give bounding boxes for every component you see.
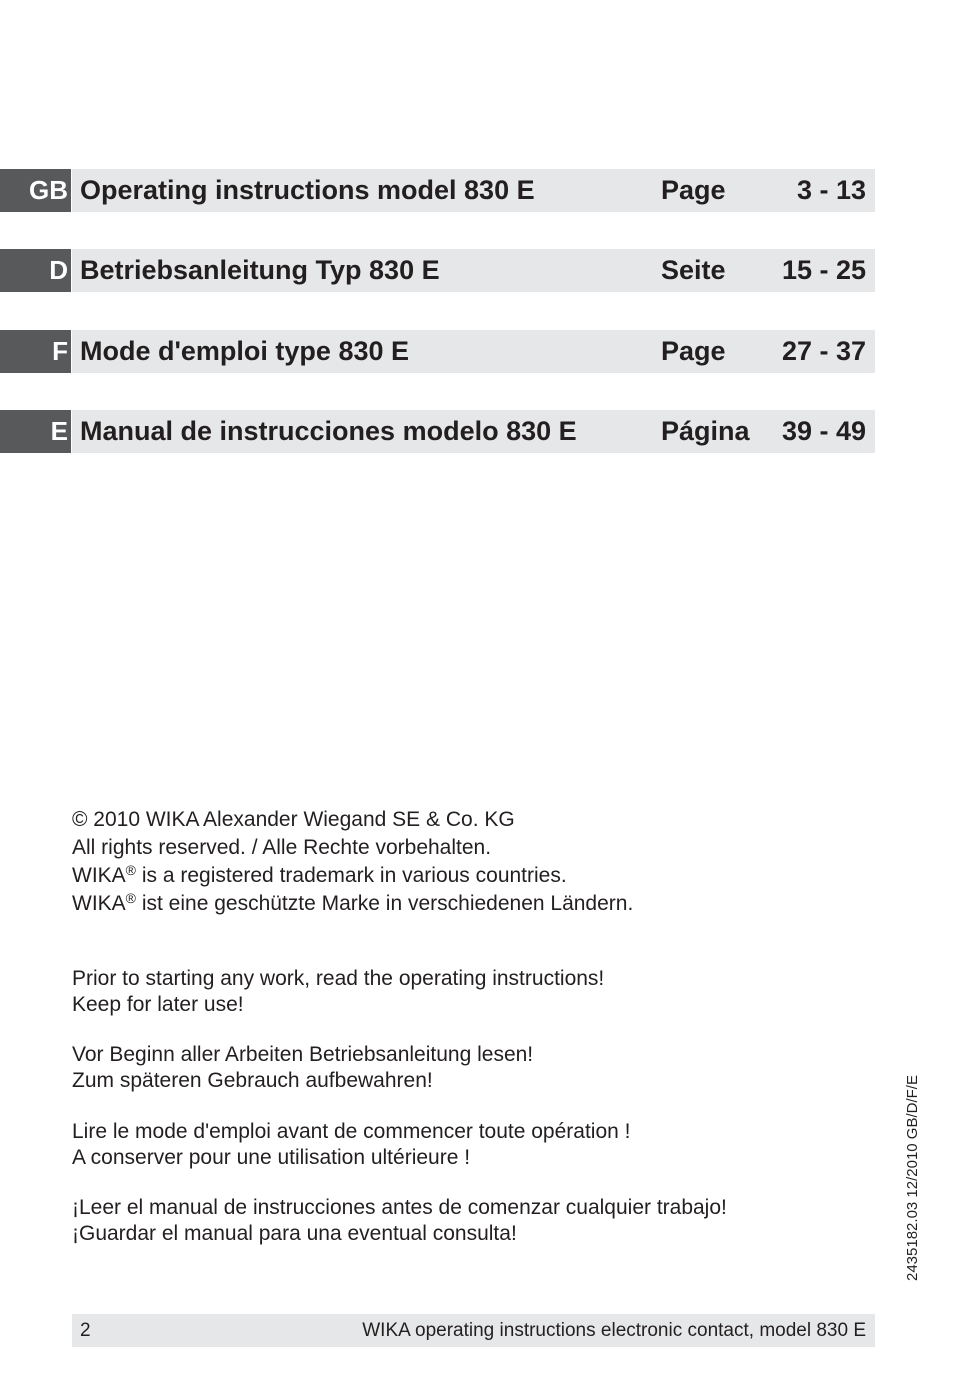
copyright-line: © 2010 WIKA Alexander Wiegand SE & Co. KG	[72, 808, 515, 831]
registered-mark: ®	[125, 890, 136, 906]
toc-title: Betriebsanleitung Typ 830 E	[80, 255, 440, 285]
toc-band	[72, 249, 875, 292]
notice-en	[72, 966, 604, 1018]
toc-band	[72, 330, 875, 373]
toc-band	[72, 169, 875, 212]
toc-page-range: 39 - 49	[781, 416, 866, 446]
trademark-text: ist eine geschützte Marke in verschiedenen Ländern.	[136, 892, 634, 915]
notice-line: ¡Guardar el manual para una eventual consulta!	[72, 1222, 517, 1245]
trademark-line-en	[72, 862, 633, 890]
toc-band	[72, 410, 875, 453]
notice-line: Keep for later use!	[72, 993, 244, 1016]
toc-title: Operating instructions model 830 E	[80, 175, 535, 205]
notice-line: A conserver pour une utilisation ultérieure !	[72, 1146, 471, 1169]
language-code-gb: GB	[0, 169, 71, 212]
toc-row-f	[0, 330, 875, 373]
language-code-f: F	[0, 330, 71, 373]
notice-line: Zum späteren Gebrauch aufbewahren!	[72, 1069, 433, 1092]
page-footer	[72, 1314, 875, 1347]
notice-es	[72, 1195, 727, 1247]
toc-page-label: Page	[661, 175, 726, 205]
toc-page-range: 15 - 25	[781, 255, 866, 285]
brand-name: WIKA	[72, 892, 126, 915]
notice-line: Lire le mode d'emploi avant de commencer toute opération !	[72, 1120, 631, 1143]
notice-line: Prior to starting any work, read the operating instructions!	[72, 967, 605, 990]
footer-title: WIKA operating instructions electronic contact, model 830 E	[362, 1320, 866, 1341]
registered-mark: ®	[125, 862, 136, 878]
toc-page-range: 27 - 37	[781, 336, 866, 366]
notice-de	[72, 1042, 533, 1094]
language-code-d: D	[0, 249, 71, 292]
toc-title: Manual de instrucciones modelo 830 E	[80, 416, 577, 446]
toc-page-label: Page	[661, 336, 726, 366]
copyright-block	[72, 806, 633, 918]
trademark-text: is a registered trademark in various countries.	[136, 864, 567, 887]
trademark-line-de	[72, 890, 633, 918]
page-number: 2	[80, 1320, 91, 1341]
language-code-e: E	[0, 410, 71, 453]
notice-line: Vor Beginn aller Arbeiten Betriebsanleitung lesen!	[72, 1043, 534, 1066]
toc-row-e	[0, 410, 875, 453]
notice-line: ¡Leer el manual de instrucciones antes de comenzar cualquier trabajo!	[72, 1196, 727, 1219]
toc-row-d	[0, 249, 875, 292]
toc-row-gb	[0, 169, 875, 212]
toc-page-label: Seite	[661, 255, 726, 285]
notice-fr	[72, 1119, 631, 1171]
rights-line: All rights reserved. / Alle Rechte vorbehalten.	[72, 836, 492, 859]
toc-page-label: Página	[661, 416, 750, 446]
toc-page-range: 3 - 13	[796, 175, 866, 205]
brand-name: WIKA	[72, 864, 126, 887]
document-id: 2435182.03 12/2010 GB/D/F/E	[904, 1075, 921, 1281]
toc-title: Mode d'emploi type 830 E	[80, 336, 409, 366]
